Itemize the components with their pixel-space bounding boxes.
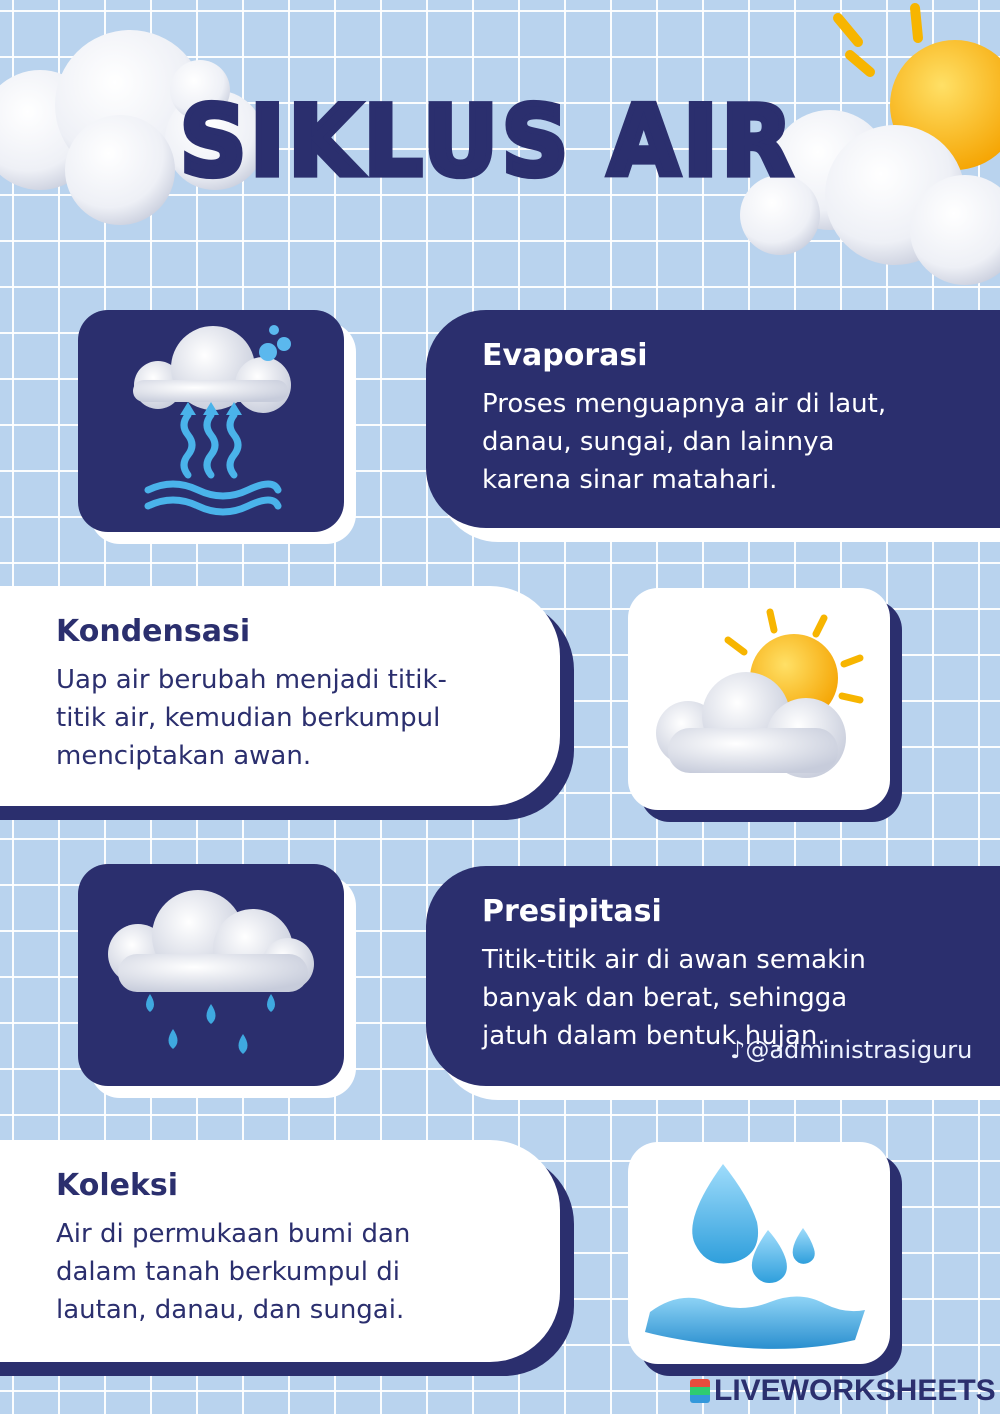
sun-cloud-icon	[628, 588, 890, 810]
evaporasi-card	[426, 310, 1000, 528]
water-drops-icon	[628, 1142, 890, 1364]
liveworksheets-icon	[690, 1379, 710, 1403]
kondensasi-text	[56, 661, 504, 775]
evaporasi-line-1: Proses menguapnya air di laut,	[482, 389, 887, 419]
kondensasi-line-1: Uap air berubah menjadi titik-	[56, 665, 447, 695]
collection-tile	[628, 1142, 890, 1364]
evaporation-tile	[78, 310, 344, 532]
kondensasi-card	[0, 586, 560, 806]
brand-text: LIVEWORKSHEETS	[714, 1374, 996, 1407]
evaporasi-heading: Evaporasi	[482, 338, 648, 373]
koleksi-card	[0, 1140, 560, 1362]
watermark: ♪@administrasiguru	[730, 1036, 973, 1064]
evaporation-icon	[78, 310, 344, 532]
precipitation-tile	[78, 864, 344, 1086]
page-title: SIKLUS AIR	[180, 85, 797, 198]
condensation-tile	[628, 588, 890, 810]
evaporasi-line-3: karena sinar matahari.	[482, 465, 778, 495]
presipitasi-line-2: banyak dan berat, sehingga	[482, 983, 848, 1013]
presipitasi-line-3: jatuh dalam bentuk hujan.	[482, 1021, 826, 1051]
evaporasi-text	[482, 385, 944, 499]
liveworksheets-logo	[690, 1374, 996, 1408]
rain-cloud-icon	[78, 864, 344, 1086]
evaporasi-line-2: danau, sungai, dan lainnya	[482, 427, 835, 457]
kondensasi-line-2: titik air, kemudian berkumpul	[56, 703, 441, 733]
kondensasi-heading: Kondensasi	[56, 614, 251, 649]
koleksi-line-1: Air di permukaan bumi dan	[56, 1219, 411, 1249]
koleksi-heading: Koleksi	[56, 1168, 179, 1203]
koleksi-line-2: dalam tanah berkumpul di	[56, 1257, 400, 1287]
presipitasi-line-1: Titik-titik air di awan semakin	[482, 945, 866, 975]
kondensasi-line-3: menciptakan awan.	[56, 741, 312, 771]
presipitasi-heading: Presipitasi	[482, 894, 662, 929]
koleksi-text	[56, 1215, 504, 1329]
koleksi-line-3: lautan, danau, dan sungai.	[56, 1295, 405, 1325]
